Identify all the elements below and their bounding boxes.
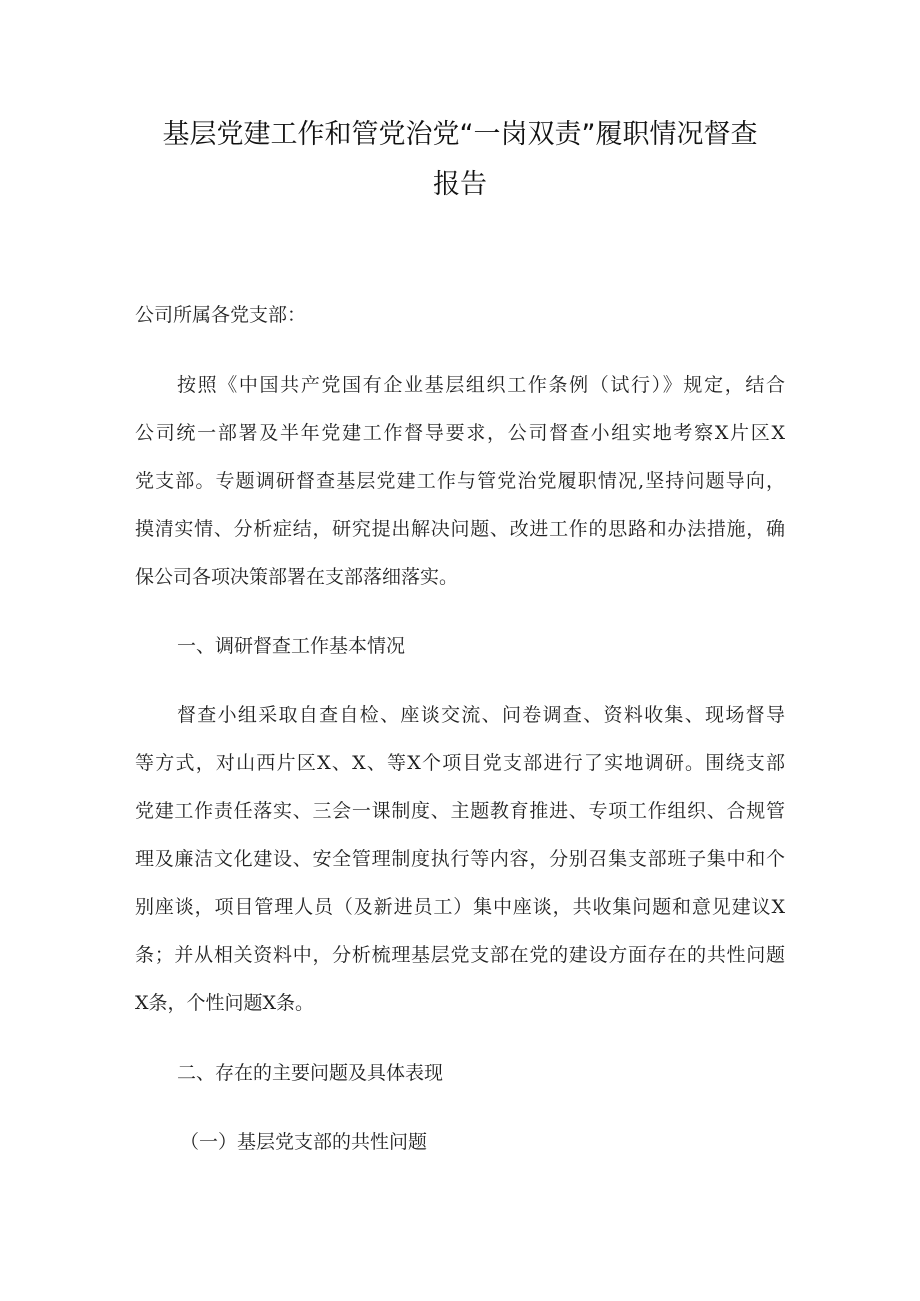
paragraph-2-line-6: 条；并从相关资料中，分析梳理基层党支部在党的建设方面存在的共性问题 — [135, 944, 785, 966]
section-heading-2: 二、存在的主要问题及具体表现 — [177, 1062, 444, 1084]
paragraph-1-line-3: 党支部。专题调研督查基层党建工作与管党治党履职情况,坚持问题导向， — [135, 470, 785, 492]
paragraph-2-line-2: 等方式，对山西片区X、X、等X个项目党支部进行了实地调研。围绕支部 — [135, 752, 785, 774]
paragraph-1-line-1: 按照《中国共产党国有企业基层组织工作条例（试行）》规定，结合 — [177, 374, 785, 396]
salutation: 公司所属各党支部： — [135, 304, 307, 326]
subsection-heading-1: （一）基层党支部的共性问题 — [180, 1131, 428, 1153]
paragraph-1-line-5: 保公司各项决策部署在支部落细落实。 — [135, 566, 459, 588]
paragraph-1-line-2: 公司统一部署及半年党建工作督导要求，公司督查小组实地考察X片区X — [135, 422, 785, 444]
paragraph-2-line-3: 党建工作责任落实、三会一课制度、主题教育推进、专项工作组织、合规管 — [135, 800, 785, 822]
document-title-line-1: 基层党建工作和管党治党“一岗双责”履职情况督查 — [162, 119, 758, 150]
section-heading-1: 一、调研督查工作基本情况 — [177, 635, 406, 657]
document-title-line-2: 报告 — [433, 169, 487, 200]
paragraph-2-line-1: 督查小组采取自查自检、座谈交流、问卷调查、资料收集、现场督导 — [177, 704, 785, 726]
paragraph-1-line-4: 摸清实情、分析症结，研究提出解决问题、改进工作的思路和办法措施，确 — [135, 518, 785, 540]
paragraph-2-line-4: 理及廉洁文化建设、安全管理制度执行等内容，分别召集支部班子集中和个 — [135, 848, 785, 870]
paragraph-2-line-7: X条，个性问题X条。 — [135, 992, 315, 1014]
paragraph-2-line-5: 别座谈，项目管理人员（及新进员工）集中座谈，共收集问题和意见建议X — [135, 896, 785, 918]
